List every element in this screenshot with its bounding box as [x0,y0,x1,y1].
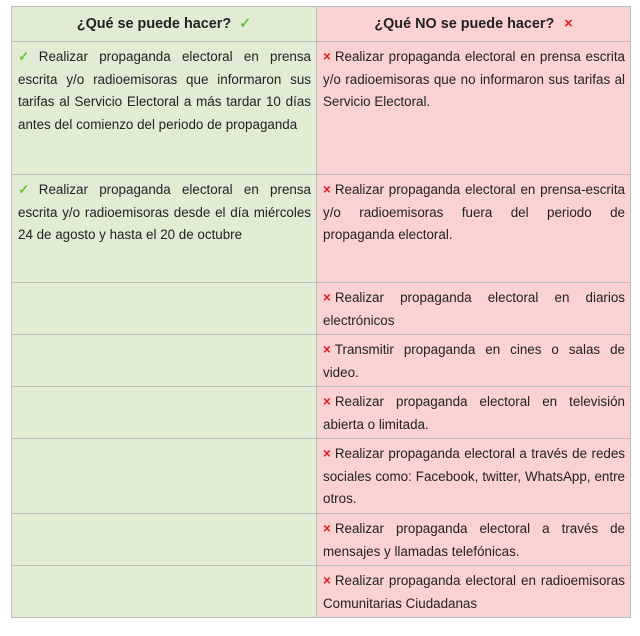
can-cell [12,387,317,439]
table-row [12,387,631,439]
cannot-cell [317,335,631,387]
cross-icon: × [323,521,331,536]
can-text: Realizar propaganda electoral en prensa escrita y/o radioemisoras que informaron sus tarifas al Servicio Electoral a más tardar 10 días antes del comienzo del periodo de propaganda [18,49,311,132]
table-row [12,566,631,618]
cannot-cell [317,283,631,335]
cannot-text: Realizar propaganda electoral a través de redes sociales como: Facebook, twitter, WhatsApp, entre otros. [323,446,625,506]
cross-icon: × [323,394,331,409]
header-row [12,7,631,42]
cannot-header [317,7,631,42]
cross-icon: × [564,16,573,32]
cannot-text: Realizar propaganda electoral en diarios electrónicos [323,290,625,328]
cannot-cell [317,514,631,566]
can-cell [12,514,317,566]
can-text: Realizar propaganda electoral en prensa escrita y/o radioemisoras desde el día miércoles 24 de agosto y hasta el 20 de octubre [18,182,311,242]
cannot-text: Realizar propaganda electoral en prensa escrita y/o radioemisoras que no informaron sus tarifas al Servicio Electoral. [323,49,625,109]
cross-icon: × [323,342,331,357]
cannot-cell [317,566,631,618]
cannot-cell [317,439,631,514]
cannot-text: Realizar propaganda electoral en radioemisoras Comunitarias Ciudadanas [323,573,625,611]
cannot-text: Transmitir propaganda en cines o salas de video. [323,342,625,380]
table-row [12,42,631,175]
can-cell [12,175,317,283]
rules-table [11,6,631,618]
cross-icon: × [323,290,331,305]
can-cell [12,439,317,514]
can-header [12,7,317,42]
checkmark-icon: ✓ [18,49,37,64]
cannot-cell [317,42,631,175]
cross-icon: × [323,182,331,197]
cannot-cell [317,175,631,283]
cannot-text: Realizar propaganda electoral a través de mensajes y llamadas telefónicas. [323,521,625,559]
can-cell [12,335,317,387]
table-row [12,514,631,566]
cross-icon: × [323,49,331,64]
cannot-text: Realizar propaganda electoral en prensa-escrita y/o radioemisoras fuera del periodo de propaganda electoral. [323,182,625,242]
table-row [12,283,631,335]
checkmark-icon: ✓ [239,16,252,32]
can-cell [12,283,317,335]
cannot-cell [317,387,631,439]
cannot-header-label: ¿Qué NO se puede hacer? [374,16,555,32]
checkmark-icon: ✓ [18,182,37,197]
table-row [12,439,631,514]
cannot-text: Realizar propaganda electoral en televisión abierta o limitada. [323,394,625,432]
table-row [12,175,631,283]
can-cell [12,42,317,175]
can-header-label: ¿Qué se puede hacer? [76,16,232,32]
cross-icon: × [323,573,331,588]
table-row [12,335,631,387]
can-cell [12,566,317,618]
cross-icon: × [323,446,331,461]
